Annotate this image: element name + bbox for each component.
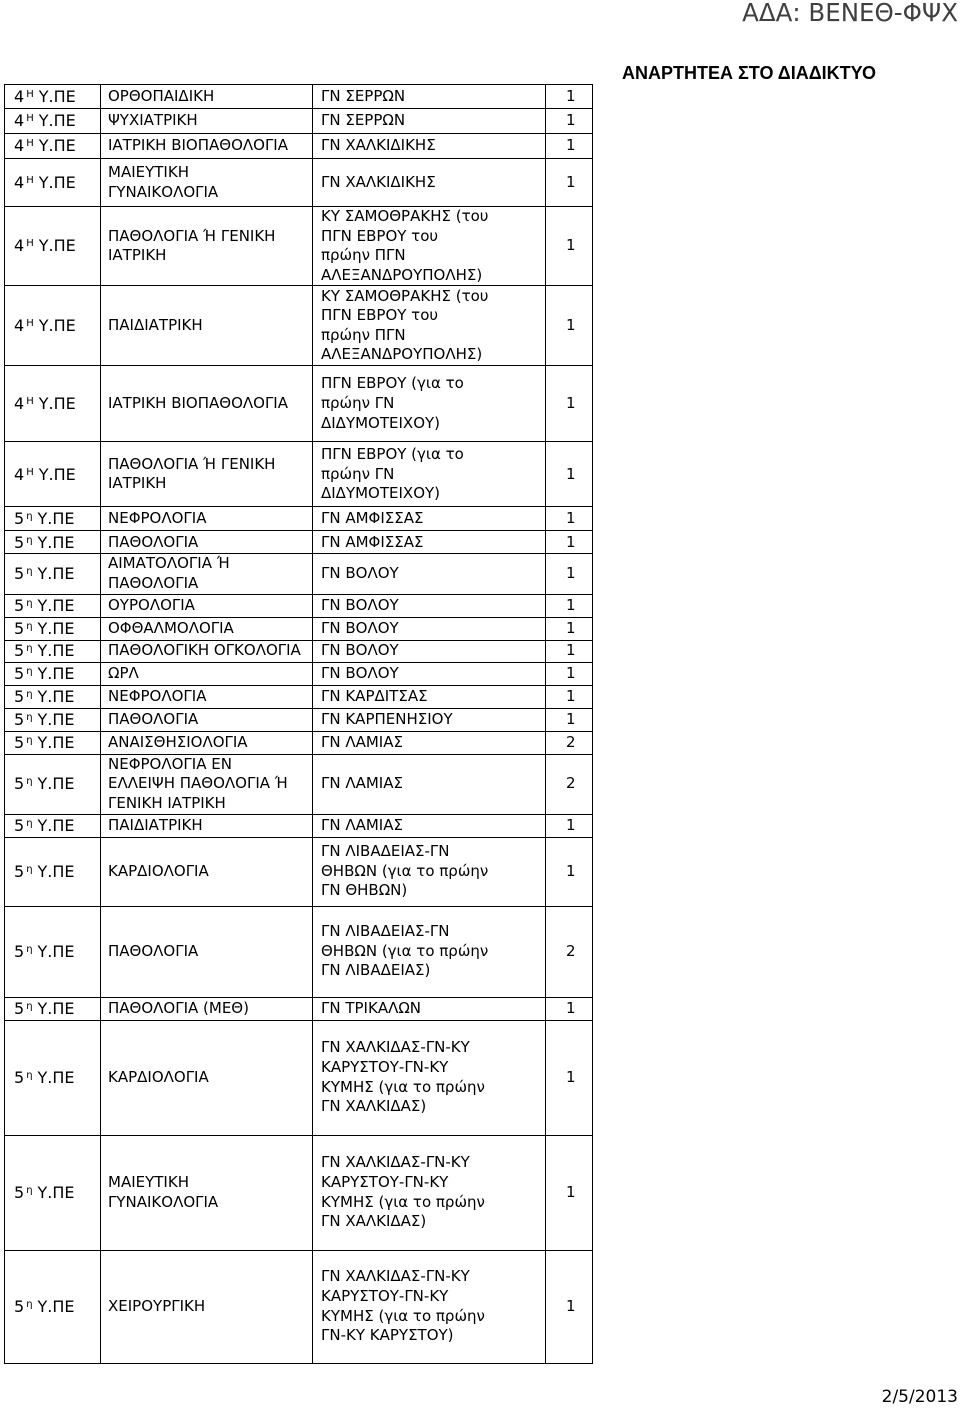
region-cell [5, 906, 101, 997]
specialty-cell: ΠΑΘΟΛΟΓΙΑ [101, 906, 313, 997]
specialty-cell: ΝΕΦΡΟΛΟΓΙΑ [101, 685, 313, 708]
region-label: Υ.ΠΕ [37, 998, 75, 1018]
table-row [5, 507, 593, 531]
region-cell [5, 207, 101, 286]
region-number: 5 [14, 1182, 25, 1202]
positions-count-cell: 2 [546, 731, 593, 754]
hospital-cell: ΓΝ ΣΕΡΡΩΝ [313, 109, 546, 134]
region-ordinal: η [26, 711, 33, 723]
region-cell [5, 554, 101, 594]
specialty-cell: ΟΡΘΟΠΑΙΔΙΚΗ [101, 85, 313, 109]
hospital-cell: ΚΥ ΣΑΜΟΘΡΑΚΗΣ (του ΠΓΝ ΕΒΡΟΥ του πρώην ΠΓΝ ΑΛΕΞΑΝΔΡΟΥΠΟΛΗΣ) [313, 286, 546, 366]
region-cell [5, 1250, 101, 1363]
table-row [5, 109, 593, 134]
region-ordinal: Η [26, 138, 34, 150]
specialty-cell: ΠΑΘΟΛΟΓΙΑ [101, 708, 313, 731]
specialty-cell: ΠΑΘΟΛΟΓΙΑ (ΜΕΘ) [101, 997, 313, 1020]
specialty-cell: ΜΑΙΕΥΤΙΚΗ ΓΥΝΑΙΚΟΛΟΓΙΑ [101, 1135, 313, 1250]
region-number: 5 [14, 732, 25, 752]
table-row [5, 906, 593, 997]
region-number: 5 [14, 774, 25, 794]
table-row [5, 662, 593, 685]
specialty-cell: ΨΥΧΙΑΤΡΙΚΗ [101, 109, 313, 134]
region-cell [5, 997, 101, 1020]
positions-count-cell: 1 [546, 366, 593, 442]
region-cell [5, 134, 101, 159]
hospital-cell: ΓΝ ΚΑΡΔΙΤΣΑΣ [313, 685, 546, 708]
region-number: 5 [14, 941, 25, 961]
region-number: 5 [14, 709, 25, 729]
region-ordinal: η [26, 1184, 33, 1196]
region-number: 4 [14, 236, 25, 256]
region-ordinal: Η [26, 318, 34, 330]
region-label: Υ.ΠΕ [37, 564, 75, 584]
table-row [5, 531, 593, 554]
specialty-cell: ΜΑΙΕΥΤΙΚΗ ΓΥΝΑΙΚΟΛΟΓΙΑ [101, 159, 313, 207]
region-number: 5 [14, 532, 25, 552]
region-cell [5, 731, 101, 754]
region-number: 5 [14, 861, 25, 881]
table-row [5, 708, 593, 731]
region-label: Υ.ΠΕ [38, 316, 76, 336]
hospital-cell: ΓΝ ΧΑΛΚΙΔΑΣ-ΓΝ-ΚΥ ΚΑΡΥΣΤΟΥ-ΓΝ-ΚΥ ΚΥΜΗΣ (για το πρώην ΓΝ ΧΑΛΚΙΔΑΣ) [313, 1020, 546, 1135]
region-label: Υ.ΠΕ [38, 464, 76, 484]
region-ordinal: η [26, 776, 33, 788]
region-cell [5, 159, 101, 207]
specialty-cell: ΚΑΡΔΙΟΛΟΓΙΑ [101, 837, 313, 906]
hospital-cell: ΓΝ ΛΑΜΙΑΣ [313, 814, 546, 837]
region-number: 5 [14, 595, 25, 615]
specialty-cell: ΠΑΘΟΛΟΓΙΚΗ ΟΓΚΟΛΟΓΙΑ [101, 640, 313, 662]
hospital-cell: ΓΝ ΚΑΡΠΕΝΗΣΙΟΥ [313, 708, 546, 731]
region-cell [5, 594, 101, 617]
region-label: Υ.ΠΕ [37, 509, 75, 529]
region-label: Υ.ΠΕ [37, 774, 75, 794]
specialty-cell: ΠΑΘΟΛΟΓΙΑ Ή ΓΕΝΙΚΗ ΙΑΤΡΙΚΗ [101, 442, 313, 507]
region-label: Υ.ΠΕ [38, 394, 76, 414]
positions-count-cell: 1 [546, 1135, 593, 1250]
positions-table-body [5, 85, 593, 1364]
hospital-cell: ΓΝ ΛΑΜΙΑΣ [313, 731, 546, 754]
page-date: 2/5/2013 [881, 1387, 958, 1407]
hospital-cell: ΓΝ ΑΜΦΙΣΣΑΣ [313, 531, 546, 554]
region-label: Υ.ΠΕ [38, 86, 76, 106]
positions-count-cell: 1 [546, 531, 593, 554]
hospital-cell: ΠΓΝ ΕΒΡΟΥ (για το πρώην ΓΝ ΔΙΔΥΜΟΤΕΙΧΟΥ) [313, 366, 546, 442]
hospital-cell: ΓΝ ΤΡΙΚΑΛΩΝ [313, 997, 546, 1020]
region-label: Υ.ΠΕ [37, 941, 75, 961]
region-label: Υ.ΠΕ [37, 641, 75, 661]
region-ordinal: Η [26, 88, 34, 100]
region-ordinal: η [26, 597, 33, 609]
positions-count-cell: 1 [546, 85, 593, 109]
table-row [5, 1250, 593, 1363]
region-ordinal: η [26, 1000, 33, 1012]
hospital-cell: ΓΝ ΑΜΦΙΣΣΑΣ [313, 507, 546, 531]
specialty-cell: ΩΡΛ [101, 662, 313, 685]
region-cell [5, 85, 101, 109]
positions-count-cell: 1 [546, 109, 593, 134]
region-cell [5, 708, 101, 731]
region-cell [5, 109, 101, 134]
region-label: Υ.ΠΕ [37, 1067, 75, 1087]
region-label: Υ.ΠΕ [37, 861, 75, 881]
region-cell [5, 1135, 101, 1250]
table-row [5, 134, 593, 159]
region-ordinal: Η [26, 174, 34, 186]
region-cell [5, 754, 101, 814]
region-number: 5 [14, 641, 25, 661]
specialty-cell: ΟΦΘΑΛΜΟΛΟΓΙΑ [101, 617, 313, 640]
specialty-cell: ΠΑΘΟΛΟΓΙΑ [101, 531, 313, 554]
region-number: 5 [14, 815, 25, 835]
region-ordinal: η [26, 943, 33, 955]
region-ordinal: η [26, 1298, 33, 1310]
region-cell [5, 662, 101, 685]
table-row [5, 1135, 593, 1250]
region-number: 5 [14, 1296, 25, 1316]
region-number: 4 [14, 464, 25, 484]
table-row [5, 366, 593, 442]
specialty-cell: ΧΕΙΡΟΥΡΓΙΚΗ [101, 1250, 313, 1363]
region-label: Υ.ΠΕ [37, 1182, 75, 1202]
table-row [5, 207, 593, 286]
hospital-cell: ΓΝ ΒΟΛΟΥ [313, 554, 546, 594]
hospital-cell: ΚΥ ΣΑΜΟΘΡΑΚΗΣ (του ΠΓΝ ΕΒΡΟΥ του πρώην ΠΓΝ ΑΛΕΞΑΝΔΡΟΥΠΟΛΗΣ) [313, 207, 546, 286]
region-ordinal: Η [26, 466, 34, 478]
positions-count-cell: 1 [546, 159, 593, 207]
hospital-cell: ΓΝ ΒΟΛΟΥ [313, 662, 546, 685]
positions-count-cell: 2 [546, 754, 593, 814]
table-row [5, 814, 593, 837]
hospital-cell: ΓΝ ΒΟΛΟΥ [313, 617, 546, 640]
region-cell [5, 685, 101, 708]
region-cell [5, 507, 101, 531]
region-number: 5 [14, 618, 25, 638]
region-number: 4 [14, 394, 25, 414]
region-label: Υ.ΠΕ [38, 111, 76, 131]
specialty-cell: ΠΑΘΟΛΟΓΙΑ Ή ΓΕΝΙΚΗ ΙΑΤΡΙΚΗ [101, 207, 313, 286]
positions-count-cell: 1 [546, 814, 593, 837]
region-ordinal: η [26, 817, 33, 829]
region-ordinal: η [26, 566, 33, 578]
region-ordinal: Η [26, 238, 34, 250]
document-id-label: ΑΔΑ: ΒΕΝΕΘ-ΦΨΧ [742, 0, 958, 27]
region-ordinal: Η [26, 113, 34, 125]
region-cell [5, 640, 101, 662]
region-label: Υ.ΠΕ [37, 709, 75, 729]
hospital-cell: ΓΝ ΒΟΛΟΥ [313, 594, 546, 617]
positions-count-cell: 1 [546, 1020, 593, 1135]
hospital-cell: ΓΝ ΒΟΛΟΥ [313, 640, 546, 662]
region-number: 4 [14, 111, 25, 131]
hospital-cell: ΓΝ ΛΑΜΙΑΣ [313, 754, 546, 814]
region-ordinal: η [26, 665, 33, 677]
positions-count-cell: 2 [546, 906, 593, 997]
positions-count-cell: 1 [546, 640, 593, 662]
region-ordinal: η [26, 534, 33, 546]
positions-count-cell: 1 [546, 708, 593, 731]
region-ordinal: η [26, 863, 33, 875]
hospital-cell: ΓΝ ΛΙΒΑΔΕΙΑΣ-ΓΝ ΘΗΒΩΝ (για το πρώην ΓΝ ΘΗΒΩΝ) [313, 837, 546, 906]
specialty-cell: ΠΑΙΔΙΑΤΡΙΚΗ [101, 814, 313, 837]
table-row [5, 442, 593, 507]
table-row [5, 640, 593, 662]
specialty-cell: ΟΥΡΟΛΟΓΙΑ [101, 594, 313, 617]
region-label: Υ.ΠΕ [38, 136, 76, 156]
positions-count-cell: 1 [546, 134, 593, 159]
table-row [5, 617, 593, 640]
region-cell [5, 617, 101, 640]
table-row [5, 685, 593, 708]
table-row [5, 997, 593, 1020]
region-label: Υ.ΠΕ [38, 236, 76, 256]
table-row [5, 159, 593, 207]
hospital-cell: ΠΓΝ ΕΒΡΟΥ (για το πρώην ΓΝ ΔΙΔΥΜΟΤΕΙΧΟΥ) [313, 442, 546, 507]
specialty-cell: ΑΝΑΙΣΘΗΣΙΟΛΟΓΙΑ [101, 731, 313, 754]
specialty-cell: ΝΕΦΡΟΛΟΓΙΑ ΕΝ ΕΛΛΕΙΨΗ ΠΑΘΟΛΟΓΙΑ Ή ΓΕΝΙΚΗ ΙΑΤΡΙΚΗ [101, 754, 313, 814]
table-row [5, 1020, 593, 1135]
positions-count-cell: 1 [546, 442, 593, 507]
region-number: 4 [14, 316, 25, 336]
table-row [5, 754, 593, 814]
hospital-cell: ΓΝ ΧΑΛΚΙΔΙΚΗΣ [313, 159, 546, 207]
positions-count-cell: 1 [546, 207, 593, 286]
region-label: Υ.ΠΕ [37, 1296, 75, 1316]
hospital-cell: ΓΝ ΣΕΡΡΩΝ [313, 85, 546, 109]
region-label: Υ.ΠΕ [38, 172, 76, 192]
positions-table [4, 84, 593, 1364]
region-ordinal: η [26, 643, 33, 655]
hospital-cell: ΓΝ ΧΑΛΚΙΔΑΣ-ΓΝ-ΚΥ ΚΑΡΥΣΤΟΥ-ΓΝ-ΚΥ ΚΥΜΗΣ (για το πρώην ΓΝ ΧΑΛΚΙΔΑΣ) [313, 1135, 546, 1250]
region-ordinal: η [26, 511, 33, 523]
region-cell [5, 1020, 101, 1135]
region-label: Υ.ΠΕ [37, 532, 75, 552]
table-row [5, 554, 593, 594]
specialty-cell: ΑΙΜΑΤΟΛΟΓΙΑ Ή ΠΑΘΟΛΟΓΙΑ [101, 554, 313, 594]
region-label: Υ.ΠΕ [37, 732, 75, 752]
region-number: 4 [14, 136, 25, 156]
positions-count-cell: 1 [546, 594, 593, 617]
hospital-cell: ΓΝ ΛΙΒΑΔΕΙΑΣ-ΓΝ ΘΗΒΩΝ (για το πρώην ΓΝ ΛΙΒΑΔΕΙΑΣ) [313, 906, 546, 997]
region-label: Υ.ΠΕ [37, 663, 75, 683]
specialty-cell: ΙΑΤΡΙΚΗ ΒΙΟΠΑΘΟΛΟΓΙΑ [101, 134, 313, 159]
positions-count-cell: 1 [546, 997, 593, 1020]
region-cell [5, 442, 101, 507]
region-number: 5 [14, 686, 25, 706]
table-row [5, 731, 593, 754]
table-row [5, 85, 593, 109]
region-cell [5, 531, 101, 554]
table-row [5, 286, 593, 366]
positions-count-cell: 1 [546, 662, 593, 685]
region-label: Υ.ΠΕ [37, 595, 75, 615]
positions-count-cell: 1 [546, 286, 593, 366]
region-label: Υ.ΠΕ [37, 686, 75, 706]
positions-count-cell: 1 [546, 685, 593, 708]
positions-count-cell: 1 [546, 1250, 593, 1363]
specialty-cell: ΚΑΡΔΙΟΛΟΓΙΑ [101, 1020, 313, 1135]
region-ordinal: η [26, 1069, 33, 1081]
positions-count-cell: 1 [546, 837, 593, 906]
specialty-cell: ΠΑΙΔΙΑΤΡΙΚΗ [101, 286, 313, 366]
region-ordinal: η [26, 620, 33, 632]
specialty-cell: ΙΑΤΡΙΚΗ ΒΙΟΠΑΘΟΛΟΓΙΑ [101, 366, 313, 442]
hospital-cell: ΓΝ ΧΑΛΚΙΔΙΚΗΣ [313, 134, 546, 159]
region-cell [5, 366, 101, 442]
region-number: 5 [14, 663, 25, 683]
region-number: 5 [14, 509, 25, 529]
region-ordinal: Η [26, 396, 34, 408]
publish-notice-heading: ΑΝΑΡΤΗΤΕΑ ΣΤΟ ΔΙΑΔΙΚΤΥΟ [622, 63, 876, 83]
region-label: Υ.ΠΕ [37, 618, 75, 638]
region-number: 5 [14, 998, 25, 1018]
region-ordinal: η [26, 734, 33, 746]
positions-count-cell: 1 [546, 554, 593, 594]
table-row [5, 837, 593, 906]
region-label: Υ.ΠΕ [37, 815, 75, 835]
positions-count-cell: 1 [546, 507, 593, 531]
specialty-cell: ΝΕΦΡΟΛΟΓΙΑ [101, 507, 313, 531]
region-cell [5, 286, 101, 366]
region-number: 4 [14, 86, 25, 106]
region-number: 5 [14, 564, 25, 584]
region-number: 4 [14, 172, 25, 192]
positions-count-cell: 1 [546, 617, 593, 640]
region-ordinal: η [26, 688, 33, 700]
hospital-cell: ΓΝ ΧΑΛΚΙΔΑΣ-ΓΝ-ΚΥ ΚΑΡΥΣΤΟΥ-ΓΝ-ΚΥ ΚΥΜΗΣ (για το πρώην ΓΝ-ΚΥ ΚΑΡΥΣΤΟΥ) [313, 1250, 546, 1363]
table-row [5, 594, 593, 617]
region-cell [5, 837, 101, 906]
region-number: 5 [14, 1067, 25, 1087]
region-cell [5, 814, 101, 837]
